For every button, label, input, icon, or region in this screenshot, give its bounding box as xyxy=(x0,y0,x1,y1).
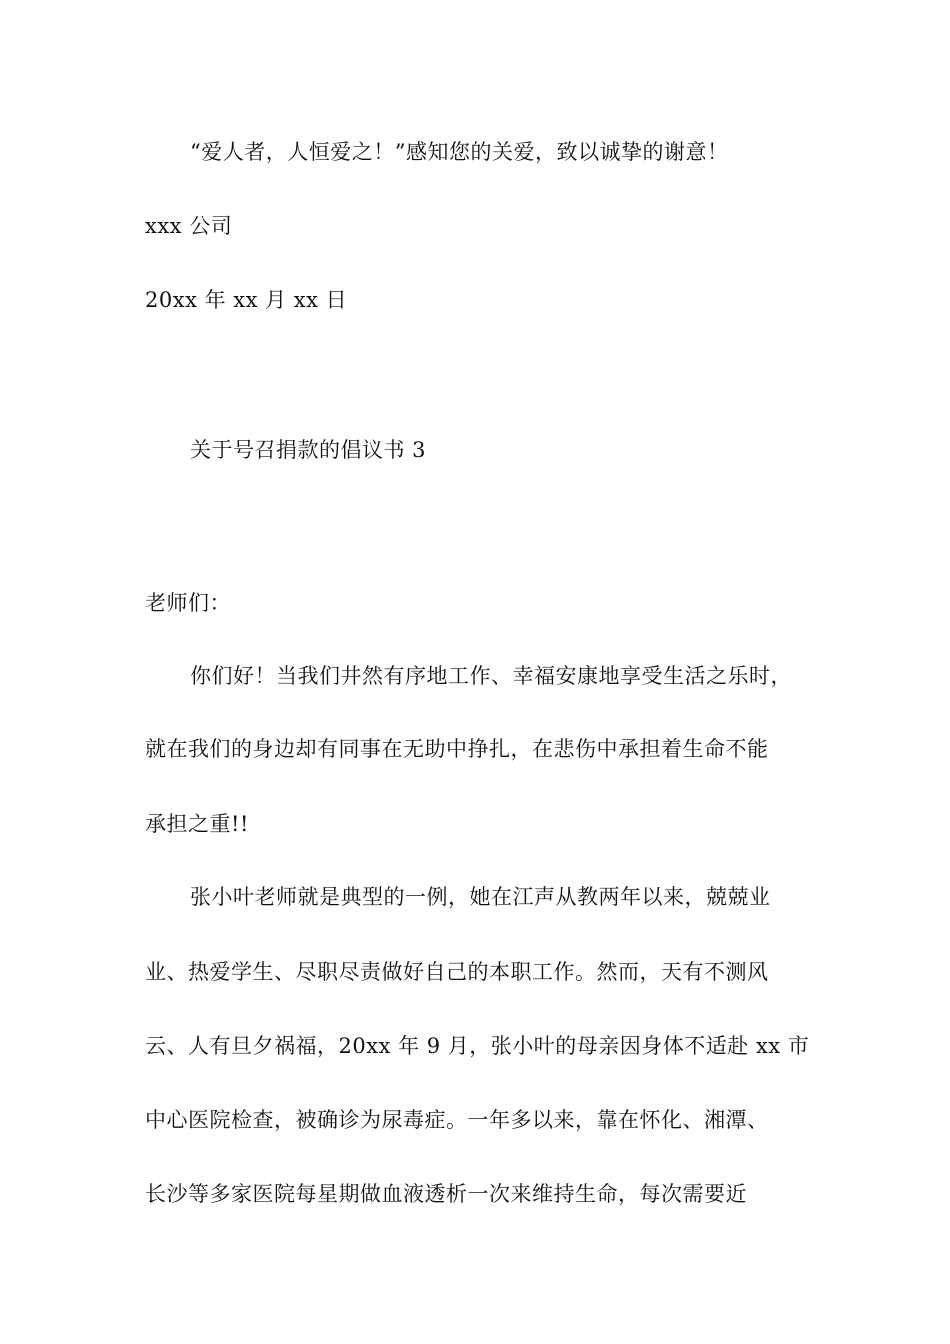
paragraph2-line2: 业、热爱学生、尽职尽责做好自己的本职工作。然而，天有不测风 xyxy=(145,960,769,984)
paragraph2-line4: 中心医院检查，被确诊为尿毒症。一年多以来，靠在怀化、湘潭、 xyxy=(145,1108,769,1132)
company-signature: xxx 公司 xyxy=(145,214,233,238)
closing-quote-line: “爱人者，人恒爱之！”感知您的关爱，致以诚挚的谢意！ xyxy=(190,140,729,164)
paragraph1-line2: 就在我们的身边却有同事在无助中挣扎，在悲伤中承担着生命不能 xyxy=(145,737,769,761)
salutation: 老师们： xyxy=(145,591,231,615)
paragraph1-line1: 你们好！当我们井然有序地工作、幸福安康地享受生活之乐时， xyxy=(190,664,792,688)
document-title: 关于号召捐款的倡议书 3 xyxy=(190,438,427,462)
paragraph2-line1: 张小叶老师就是典型的一例，她在江声从教两年以来，兢兢业 xyxy=(190,885,771,909)
signature-date: 20xx 年 xx 月 xx 日 xyxy=(145,288,348,312)
paragraph2-line5: 长沙等多家医院每星期做血液透析一次来维持生命，每次需要近 xyxy=(145,1182,747,1206)
paragraph1-line3: 承担之重!! xyxy=(145,812,249,836)
paragraph2-line3: 云、人有旦夕祸福，20xx 年 9 月，张小叶的母亲因身体不适赴 xx 市 xyxy=(145,1034,810,1058)
